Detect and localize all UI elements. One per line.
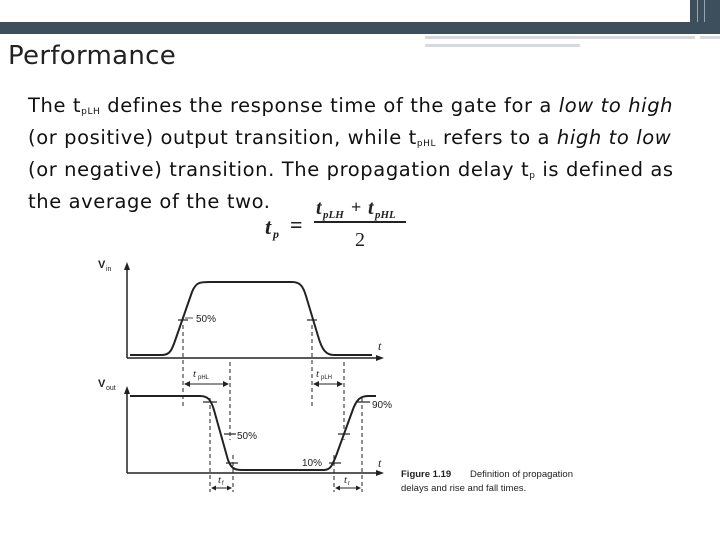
subscript: p — [529, 171, 536, 181]
arrow-head — [337, 381, 343, 387]
text-run: defines the response time of the gate for a — [100, 94, 559, 117]
arrow-head — [335, 486, 340, 491]
formula-num-a-sub: pLH — [323, 209, 344, 221]
text-run: (or positive) output transition, while t — [28, 126, 417, 149]
vout-90-label: 90% — [372, 400, 393, 411]
figure-caption-line1: Definition of propagation — [470, 469, 573, 480]
vin-t-label: t — [378, 339, 382, 353]
italic-text: low to high — [558, 94, 674, 117]
vout-y-arrow — [124, 386, 130, 394]
vout-50-label: 50% — [237, 431, 258, 442]
arrow-head — [223, 381, 229, 387]
vin-waveform — [130, 282, 372, 355]
tphl-sub: pHL — [198, 375, 210, 381]
text-run: refers to a — [436, 126, 557, 149]
vout-10-label: 10% — [302, 458, 323, 469]
formula-equals: = — [290, 212, 303, 237]
vout-plot — [124, 362, 384, 492]
formula-lhs-sub: p — [273, 227, 279, 241]
formula-num-a: t — [316, 197, 322, 219]
formula-num-b: t — [368, 197, 374, 219]
subscript: pLH — [81, 107, 101, 117]
tplh-sub: pLH — [321, 375, 333, 381]
formula-num-b-sub: pHL — [375, 209, 396, 221]
vin-50-label: 50% — [196, 314, 217, 325]
vin-label: V — [98, 259, 106, 271]
arrow-head — [227, 486, 232, 491]
vout-x-arrow — [376, 470, 384, 476]
vin-x-arrow — [376, 355, 384, 361]
vout-sub: out — [106, 385, 116, 392]
figure-caption-line2: delays and rise and fall times. — [401, 483, 527, 494]
vin-sub: in — [106, 266, 112, 273]
formula-plus: + — [351, 197, 362, 217]
formula-denominator: 2 — [355, 229, 365, 251]
figure-caption-number: Figure 1.19 — [401, 469, 452, 480]
tplh-label: t — [316, 368, 320, 380]
arrow-head — [356, 486, 361, 491]
text-run: The t — [28, 94, 82, 117]
slide-title: Performance — [8, 41, 177, 71]
vout-t-label: t — [378, 456, 382, 470]
text-run: (or negative) transition. The propagation delay t — [28, 158, 530, 181]
subscript: pHL — [416, 139, 437, 149]
arrow-head — [184, 381, 190, 387]
tf-sub: f — [222, 481, 224, 487]
formula-lhs: t — [265, 214, 272, 239]
tphl-label: t — [193, 368, 197, 380]
vin-plot — [124, 262, 384, 408]
vin-y-arrow — [124, 262, 130, 270]
tr-sub: r — [348, 481, 350, 487]
arrow-head — [211, 486, 216, 491]
tf-label: t — [218, 474, 222, 486]
arrow-head — [313, 381, 319, 387]
tr-label: t — [344, 474, 348, 486]
vout-label: V — [98, 378, 106, 390]
italic-text: high to low — [556, 126, 672, 149]
text-run: is defined as the average of the two. — [28, 158, 674, 213]
formula — [265, 197, 406, 251]
